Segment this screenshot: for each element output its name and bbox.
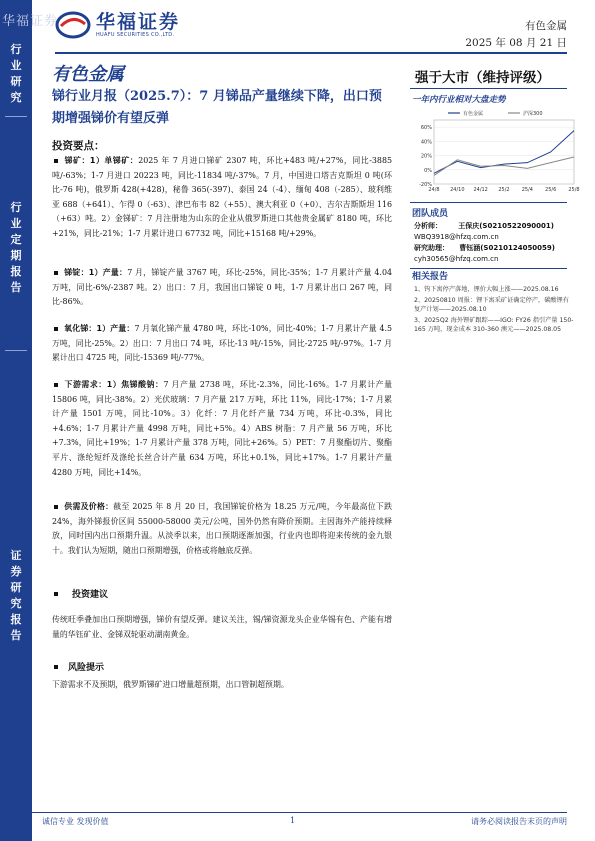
logo-name-cn: 华福证券 [96, 11, 181, 33]
advice-heading [52, 587, 108, 600]
y-tick-label: 0% [424, 167, 432, 174]
paragraph-text: 2025 年 7 月进口锑矿 2307 吨，环比+483 吨/+27%，同比-3885 吨/-63%；1-7 月进口 20223 吨，同比-11834 吨/-37%。7 月，中国进口塔吉克斯坦 0 吨(环比-76 吨)，俄罗斯 428(+428)，秘鲁 365(-397)、泰国 24（-4）、缅甸 408（-285）、玻利维亚 688（+641）、乍得 0（-63）、津巴布韦 82（+55）、澳大利亚 0（+0）、吉尔吉斯斯坦 116（+63）吨。2）金锑矿：7 月注册地为山东的企业从俄罗斯进口其他贵金属矿 8180 吨，环比+21%，同比-21%；1-7 月累计进口 67732 吨，同比+15168 吨/+29%。 [52, 156, 392, 238]
assistant-role: 研究助理： [414, 244, 449, 252]
sidebar-divider [5, 350, 27, 351]
advice-heading-text: 投资建议 [72, 590, 109, 600]
risk-heading-text: 风险提示 [68, 663, 105, 673]
bullet-icon [54, 383, 58, 387]
industry-heading: 有色金属 [52, 64, 124, 85]
assistant-email[interactable]: cyh30565@hfzq.com.cn [414, 255, 499, 263]
bullet-icon [54, 592, 58, 596]
rating: 强于大市（维持评级） [415, 70, 550, 86]
company-logo [55, 10, 180, 40]
bullet-icon [54, 327, 58, 331]
x-tick-label: 25/6 [545, 187, 557, 193]
analyst-role: 分析师： [414, 222, 442, 230]
footer-disclaimer-note: 请务必阅读报告末页的声明 [471, 817, 567, 826]
paragraph-label: 锑矿：1）单锑矿： [64, 156, 139, 165]
analyst-name: 王保庆(S0210522090001) [458, 222, 554, 230]
analyst-email[interactable]: WBQ3918@hfzq.com.cn [414, 233, 499, 241]
x-tick-label: 25/8 [568, 187, 580, 193]
paragraph-text: 7 月，锑锭产量 3767 吨，环比-25%，同比-35%；1-7 月累计产量 4.04 万吨，同比-6%/-2387 吨。2）出口：7 月，我国出口锑锭 0 吨，1-7 月累计出口 267 吨，同比-86%。 [52, 268, 392, 307]
bullet-icon [54, 271, 58, 275]
report-date: 2025 年 08 月 21 日 [465, 37, 567, 49]
report-title: 锑行业月报（2025.7）：7 月锑品产量继续下降，出口预期增强锑价有望反弹 [52, 89, 382, 126]
series-line [434, 131, 574, 174]
logo-mark-icon [55, 10, 91, 40]
paragraph-label: 下游需求：1）焦锑酸钠： [64, 380, 164, 389]
chart-frame [434, 120, 574, 184]
rating-divider [410, 88, 567, 89]
sidebar-divider [5, 116, 27, 117]
bullet-icon [54, 665, 58, 669]
legend-label: 沪深300 [523, 111, 543, 117]
header-meta [465, 18, 567, 52]
risk-text: 下游需求不及预期，俄罗斯锑矿进口增量超预期，出口管制超预期。 [52, 680, 289, 689]
header-divider [55, 52, 567, 54]
related-report-item[interactable]: 1、钨下寓停产落地，锂价大幅上涨——2025.08.16 [414, 286, 559, 293]
footer-slogan: 诚信专业 发现价值 [42, 817, 109, 826]
x-tick-label: 24/10 [450, 187, 465, 193]
logo-name-en: HUAFU SECURITIES CO.,LTD. [96, 32, 175, 38]
sidebar [0, 0, 32, 841]
x-tick-label: 25/2 [498, 187, 510, 193]
assistant-entry [414, 243, 555, 254]
sidebar-label-middle: 行业定期报告 [10, 201, 22, 294]
x-tick-label: 24/12 [473, 187, 488, 193]
paragraph-text: 7 月氧化锑产量 4780 吨，环比-10%，同比-40%；1-7 月累计产量 4.5 万吨，同比-25%。2）出口：7 月出口 74 吨，环比-13 吨/-15%，同比-2725 吨/-97%。1-7 月累计出口 4725 吨，同比-15369 吨/-77%。 [52, 324, 393, 363]
paragraph-downstream [52, 378, 392, 480]
team-divider [410, 202, 567, 203]
paragraph-label: 氧化锑：1）产量： [64, 324, 135, 333]
x-tick-label: 25/4 [521, 187, 533, 193]
y-tick-label: -20% [419, 182, 432, 188]
analyst-entry [414, 221, 554, 232]
paragraph-supply-price [52, 500, 392, 558]
sidebar-label-top: 行业研究 [10, 43, 22, 104]
legend-label: 有色金属 [463, 111, 484, 117]
team-heading: 团队成员 [412, 209, 449, 219]
paragraph-antimony-ingot [52, 266, 392, 310]
series-line [434, 157, 574, 175]
header-industry-tag: 有色金属 [525, 20, 567, 32]
related-report-item[interactable]: 2、20250810 周报：锂下寓采矿证确定停产，碳酸锂有复产计划——2025.08.10 [414, 296, 569, 313]
paragraph-label: 供需及价格： [64, 502, 114, 511]
paragraph-antimony-oxide [52, 322, 392, 366]
chart-title: 一年内行业相对大盘走势 [412, 95, 506, 105]
section-title: 投资要点： [52, 140, 105, 152]
relative-performance-chart [410, 106, 578, 196]
y-tick-label: 40% [420, 139, 432, 146]
risk-heading [52, 660, 104, 673]
footer-divider [30, 812, 567, 813]
paragraph-text: 截至 2025 年 8 月 20 日，我国锑锭价格为 18.25 万元/吨，今年最高位下跌 24%，海外锑报价区间 55000-58000 美元/公吨，国外仍然有降价预期。主因海外产能持续释放，同时国内出口预期升温。从淡季以来，出口预期逐渐加强，行业内也即将迎来传统的金九银十。我们认为短期，随出口预期增强，价格或将触底反弹。 [52, 502, 392, 555]
paragraph-antimony-ore [52, 154, 392, 242]
related-heading: 相关报告 [412, 272, 449, 282]
assistant-name: 曹钰涵(S0210124050059) [459, 244, 555, 252]
related-report-item[interactable]: 3、2025Q2 海外锂矿跟踪——IGO: FY26 指引产量 150-165 万吨，现金成本 310-360 澳元——2025.08.05 [414, 316, 574, 333]
bullet-icon [54, 159, 58, 163]
page-number: 1 [290, 816, 296, 825]
watermark: 华福证券 [2, 14, 59, 29]
paragraph-text: 7 月产量 2738 吨，环比-2.3%，同比-16%。1-7 月累计产量 15806 吨，同比-38%。2）光伏玻璃：7 月产量 217 万吨，环比 11%，同比-17%；1-7 月累计产量 1501 万吨，同比-10%。3）化纤：7 月化纤产量 734 万吨，环比-0.3%，同比+4.6%；1-7 月累计产量 4998 万吨，同比+5%。4）ABS 树脂：7 月产量 56 万吨，环比+7.3%，同比+19%；1-7 月累计产量 378 万吨，同比+26%。5）PET：7 月聚酯切片、聚酯平片、涤纶短纤及涤纶长丝合计产量 634 万吨，环比+0.1%，同比+17%。1-7 月累计产量 4280 万吨，同比+14%。 [52, 380, 392, 477]
bullet-icon [54, 505, 58, 509]
x-tick-label: 24/8 [428, 187, 440, 193]
related-reports-list [414, 285, 574, 336]
sidebar-label-bottom: 证券研究报告 [10, 549, 22, 642]
advice-text: 传统旺季叠加出口预期增强，锑价有望反弹。建议关注，锡/锑资源龙头企业华锡有色、产能有增量的华钰矿业、金锑双轮驱动湖南黄金。 [52, 615, 392, 639]
y-tick-label: 60% [420, 125, 432, 132]
paragraph-label: 锑锭：1）产量： [64, 268, 128, 277]
y-tick-label: 20% [420, 153, 432, 160]
